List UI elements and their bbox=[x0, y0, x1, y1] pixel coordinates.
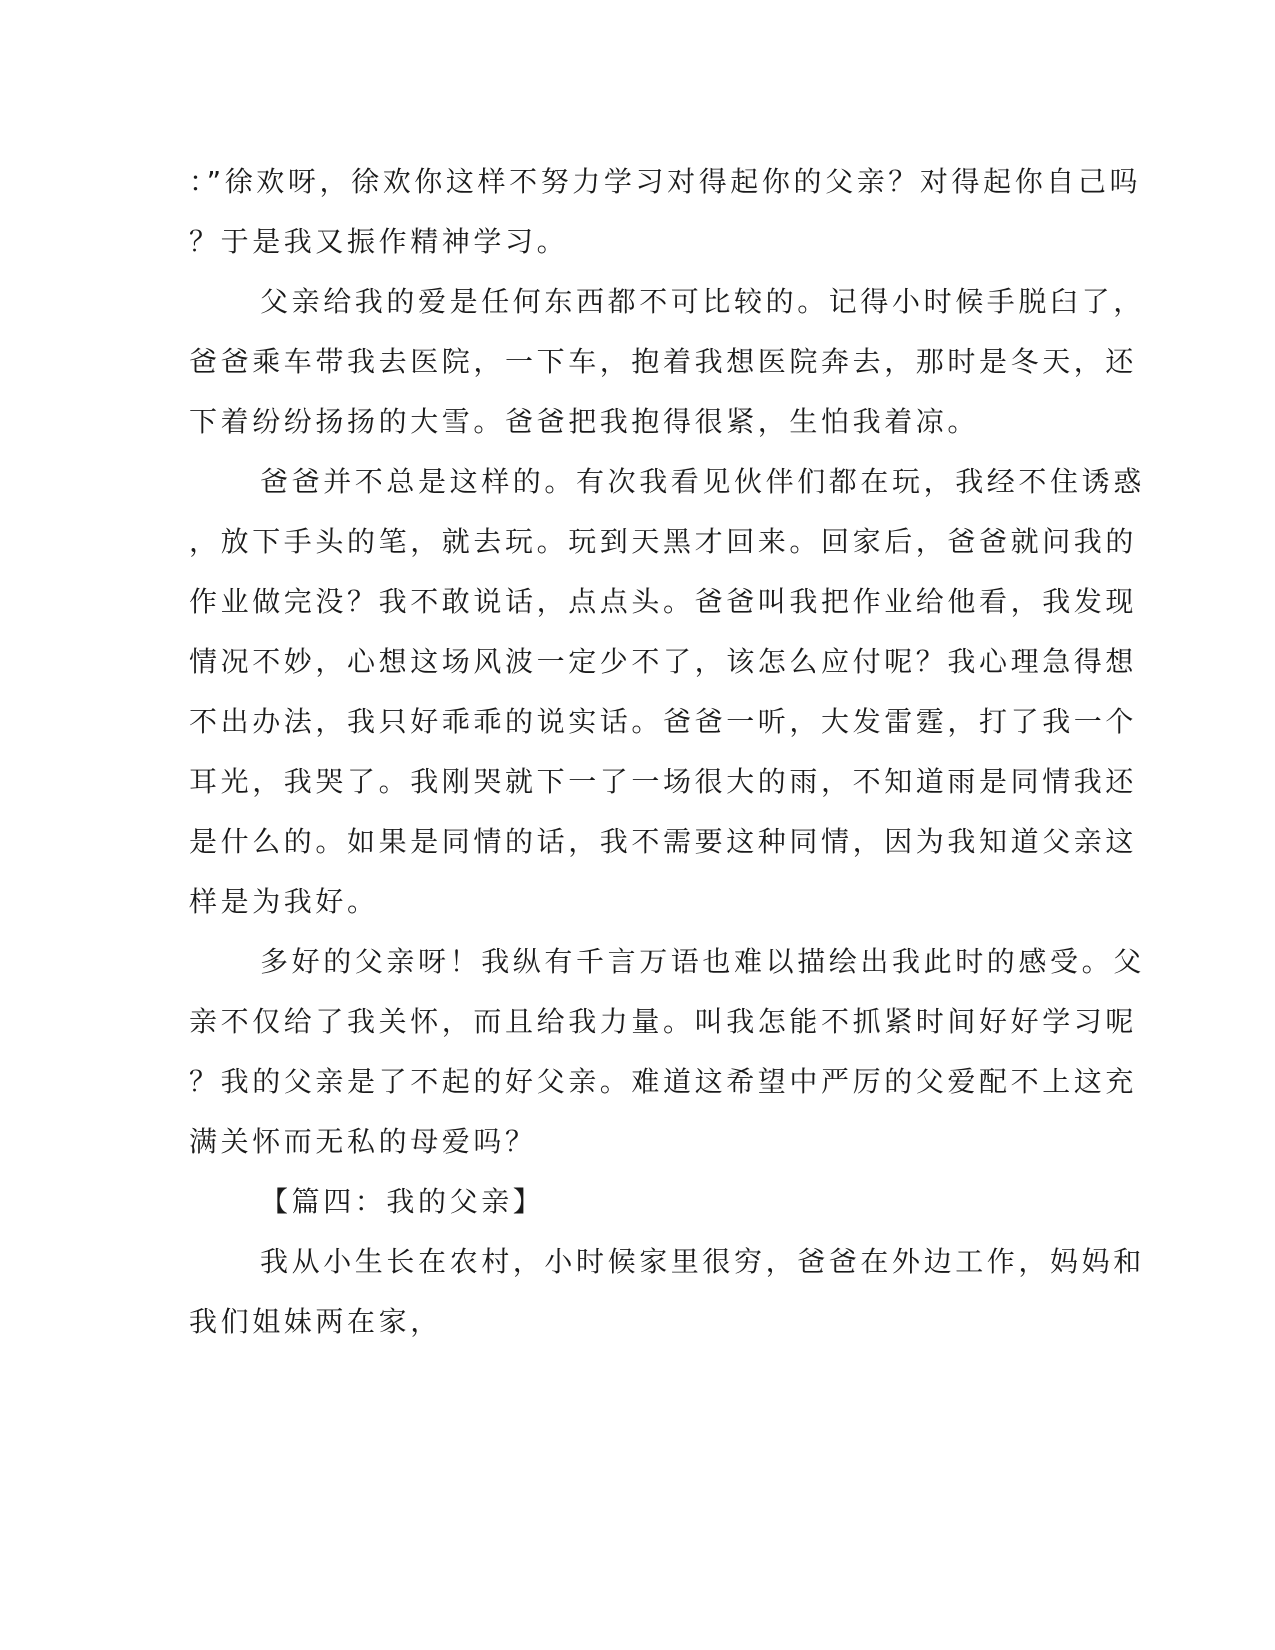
text-line: 我们姐妹两在家， bbox=[189, 1305, 442, 1338]
text-line: 情况不妙，心想这场风波一定少不了，该怎么应付呢？我心理急得想 bbox=[189, 645, 1138, 678]
text-line: 耳光，我哭了。我刚哭就下一了一场很大的雨，不知道雨是同情我还 bbox=[189, 765, 1138, 798]
text-line: 满关怀而无私的母爱吗？ bbox=[189, 1125, 537, 1158]
text-line: 爸爸乘车带我去医院，一下车，抱着我想医院奔去，那时是冬天，还 bbox=[189, 345, 1138, 378]
body-text bbox=[189, 152, 1145, 1352]
text-line: 不出办法，我只好乖乖的说实话。爸爸一听，大发雷霆，打了我一个 bbox=[189, 705, 1138, 738]
text-line: 下着纷纷扬扬的大雪。爸爸把我抱得很紧，生怕我着凉。 bbox=[189, 405, 980, 438]
paragraph-start-line: 我从小生长在农村，小时候家里很穷，爸爸在外边工作，妈妈和 bbox=[260, 1245, 1145, 1278]
text-line: 样是为我好。 bbox=[189, 885, 379, 918]
text-line: ，放下手头的笔，就去玩。玩到天黑才回来。回家后，爸爸就问我的 bbox=[189, 525, 1138, 558]
section-heading: 【篇四：我的父亲】 bbox=[260, 1185, 545, 1218]
paragraph-start-line: 爸爸并不总是这样的。有次我看见伙伴们都在玩，我经不住诱惑 bbox=[260, 465, 1145, 498]
text-line: 是什么的。如果是同情的话，我不需要这种同情，因为我知道父亲这 bbox=[189, 825, 1138, 858]
text-line: ？于是我又振作精神学习。 bbox=[189, 225, 569, 258]
text-line: ：”徐欢呀，徐欢你这样不努力学习对得起你的父亲？对得起你自己吗 bbox=[189, 165, 1142, 198]
text-line: 作业做完没？我不敢说话，点点头。爸爸叫我把作业给他看，我发现 bbox=[189, 585, 1138, 618]
paragraph-start-line: 多好的父亲呀！我纵有千言万语也难以描绘出我此时的感受。父 bbox=[260, 945, 1145, 978]
paragraph-start-line: 父亲给我的爱是任何东西都不可比较的。记得小时候手脱臼了， bbox=[260, 285, 1145, 318]
text-line: 亲不仅给了我关怀，而且给我力量。叫我怎能不抓紧时间好好学习呢 bbox=[189, 1005, 1138, 1038]
text-line: ？我的父亲是了不起的好父亲。难道这希望中严厉的父爱配不上这充 bbox=[189, 1065, 1138, 1098]
